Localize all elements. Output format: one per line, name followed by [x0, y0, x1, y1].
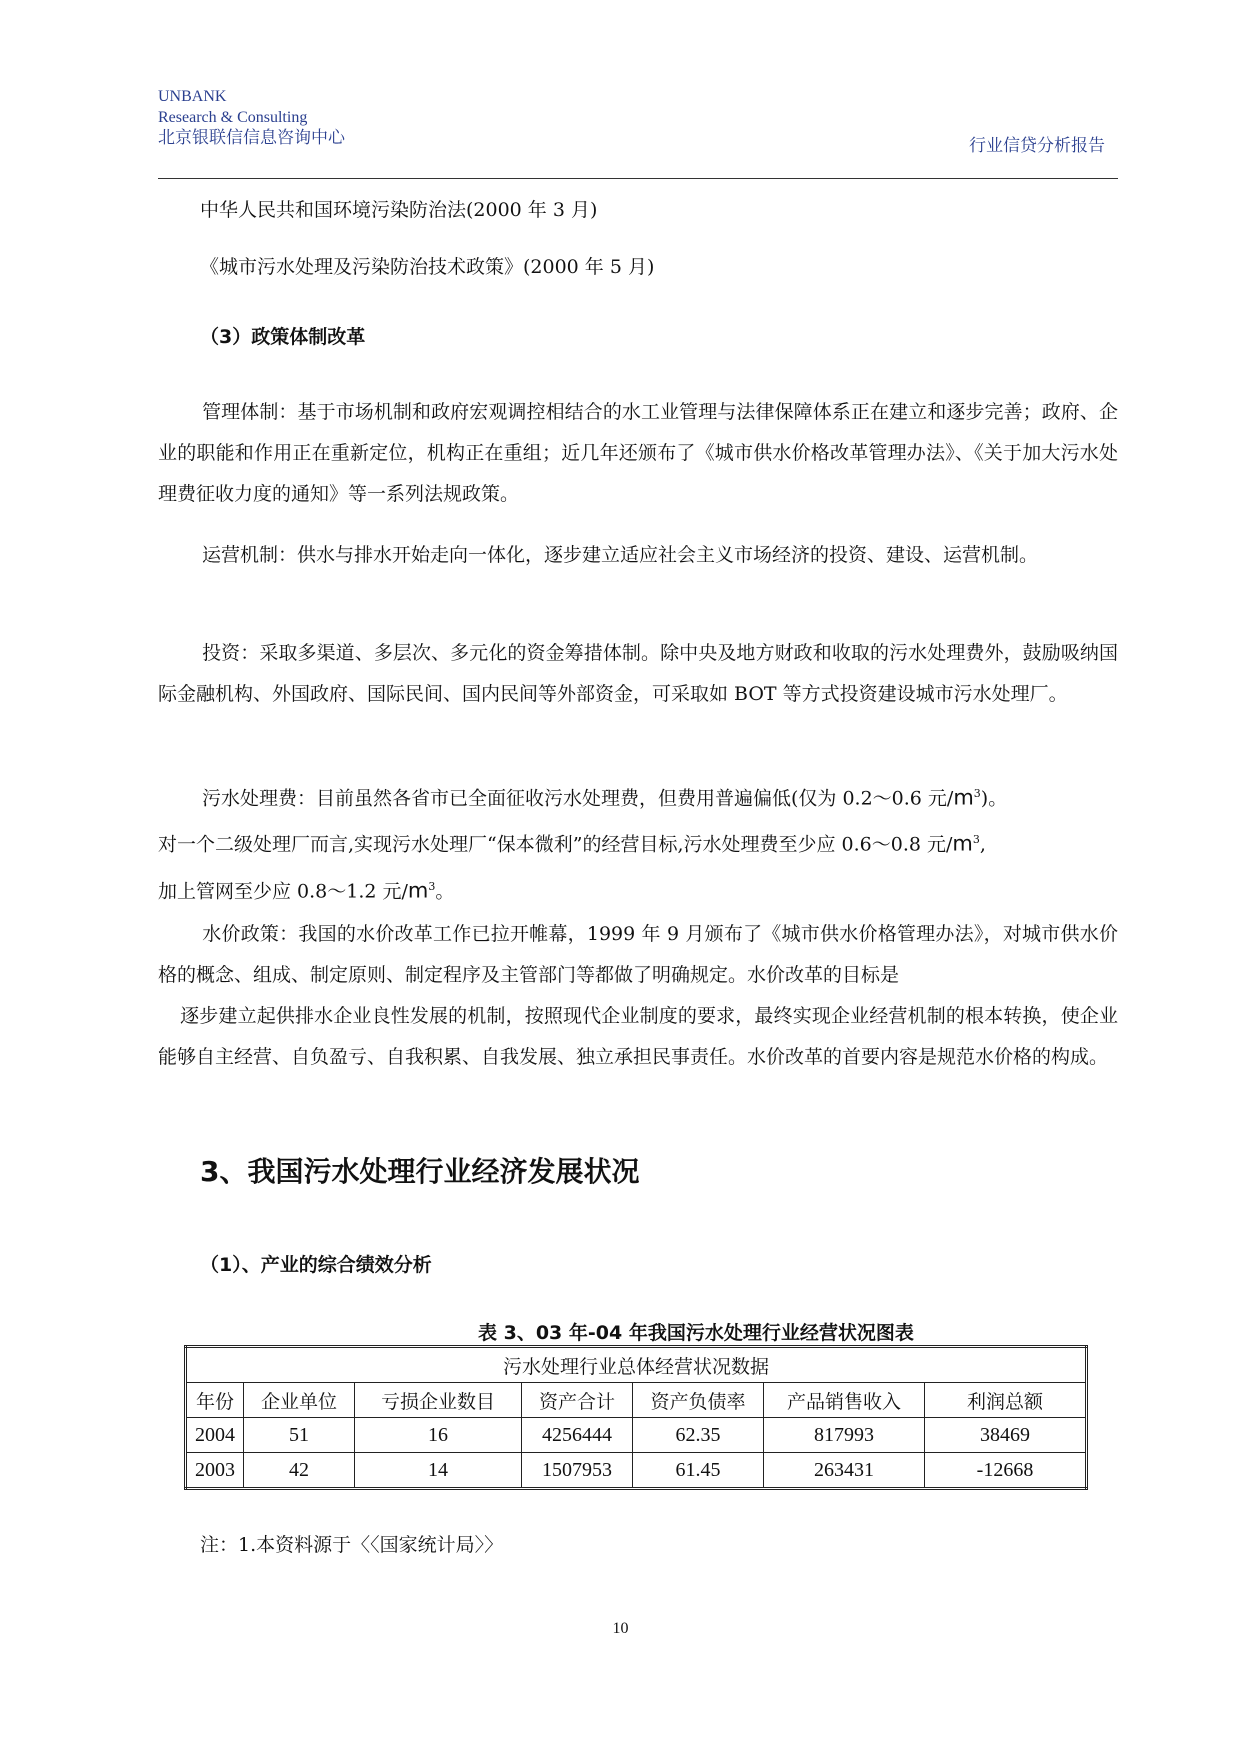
table-caption: 表 3、03 年-04 年我国污水处理行业经营状况图表 [478, 1322, 914, 1344]
paragraph-water-price: 水价政策：我国的水价改革工作已拉开帷幕，1999 年 9 月颁布了《城市供水价格管理办法》，对城市供水价格的概念、组成、制定原则、制定程序及主管部门等都做了明确规定。水价改革的目标是 [158, 923, 1118, 986]
cell: 2004 [186, 1418, 244, 1453]
cell: 16 [355, 1418, 522, 1453]
cell: 14 [355, 1453, 522, 1489]
header-divider [158, 178, 1118, 179]
cell: 42 [244, 1453, 355, 1489]
page-number: 10 [612, 1620, 629, 1637]
chapter-heading: 3、我国污水处理行业经济发展状况 [200, 1155, 640, 1188]
law-item: 《城市污水处理及污染防治技术政策》(2000 年 5 月) [200, 256, 655, 278]
org-name-cn: 北京银联信信息咨询中心 [158, 128, 345, 148]
paragraph-investment: 投资：采取多渠道、多层次、多元化的资金筹措体制。除中央及地方财政和收取的污水处理费外，鼓励吸纳国际金融机构、外国政府、国际民间、国内民间等外部资金，可采取如 BOT 等方式投资建设城市污水处理厂。 [158, 642, 1118, 705]
cell: -12668 [925, 1453, 1087, 1489]
cell: 51 [244, 1418, 355, 1453]
table-header-row [186, 1383, 1087, 1418]
org-subtitle-en: Research & Consulting [158, 109, 308, 126]
col-header: 利润总额 [925, 1383, 1087, 1418]
cell: 38469 [925, 1418, 1087, 1453]
source-note: 注：1.本资料源于〈〈国家统计局〉〉 [200, 1534, 504, 1556]
cell: 817993 [764, 1418, 925, 1453]
operations-table [184, 1345, 1088, 1490]
paragraph-operation: 运营机制：供水与排水开始走向一体化，逐步建立适应社会主义市场经济的投资、建设、运营机制。 [202, 544, 1039, 566]
col-header: 企业单位 [244, 1383, 355, 1418]
paragraph-management: 管理体制：基于市场机制和政府宏观调控相结合的水工业管理与法律保障体系正在建立和逐步完善；政府、企业的职能和作用正在重新定位，机构正在重组；近几年还颁布了《城市供水价格改革管理办法》、《关于加大污水处理费征收力度的通知》等一系列法规政策。 [158, 401, 1118, 505]
org-name-en: UNBANK [158, 88, 227, 105]
col-header: 资产负债率 [633, 1383, 764, 1418]
col-header: 年份 [186, 1383, 244, 1418]
sub-heading: （1）、产业的综合绩效分析 [200, 1254, 432, 1276]
header-org [158, 86, 345, 149]
col-header: 资产合计 [522, 1383, 633, 1418]
cell: 4256444 [522, 1418, 633, 1453]
table-row [186, 1418, 1087, 1453]
cell: 1507953 [522, 1453, 633, 1489]
table-row [186, 1453, 1087, 1489]
cell: 62.35 [633, 1418, 764, 1453]
col-header: 亏损企业数目 [355, 1383, 522, 1418]
cell: 2003 [186, 1453, 244, 1489]
table-title: 污水处理行业总体经营状况数据 [186, 1347, 1087, 1383]
paragraph-water-price-goal: 逐步建立起供排水企业良性发展的机制，按照现代企业制度的要求，最终实现企业经营机制的根本转换，使企业能够自主经营、自负盈亏、自我积累、自我发展、独立承担民事责任。水价改革的首要内容是规范水价格的构成。 [158, 1005, 1118, 1068]
law-item: 中华人民共和国环境污染防治法(2000 年 3 月) [200, 199, 598, 221]
report-type: 行业信贷分析报告 [969, 136, 1105, 156]
paragraph-sewage-fee: 污水处理费：目前虽然各省市已全面征收污水处理费，但费用普遍偏低(仅为 0.2～0.6 元$/m^3$)。 对一个二级处理厂而言,实现污水处理厂“保本微利”的经营目标,污水处理费至少应 0.6～0.8 元$/m^3$, 加上管网至少应 0.8～1.2 元$/m^3$。 [158, 785, 1008, 902]
cell: 263431 [764, 1453, 925, 1489]
section-heading: （3）政策体制改革 [200, 326, 366, 348]
table-title-row [186, 1347, 1087, 1383]
col-header: 产品销售收入 [764, 1383, 925, 1418]
cell: 61.45 [633, 1453, 764, 1489]
